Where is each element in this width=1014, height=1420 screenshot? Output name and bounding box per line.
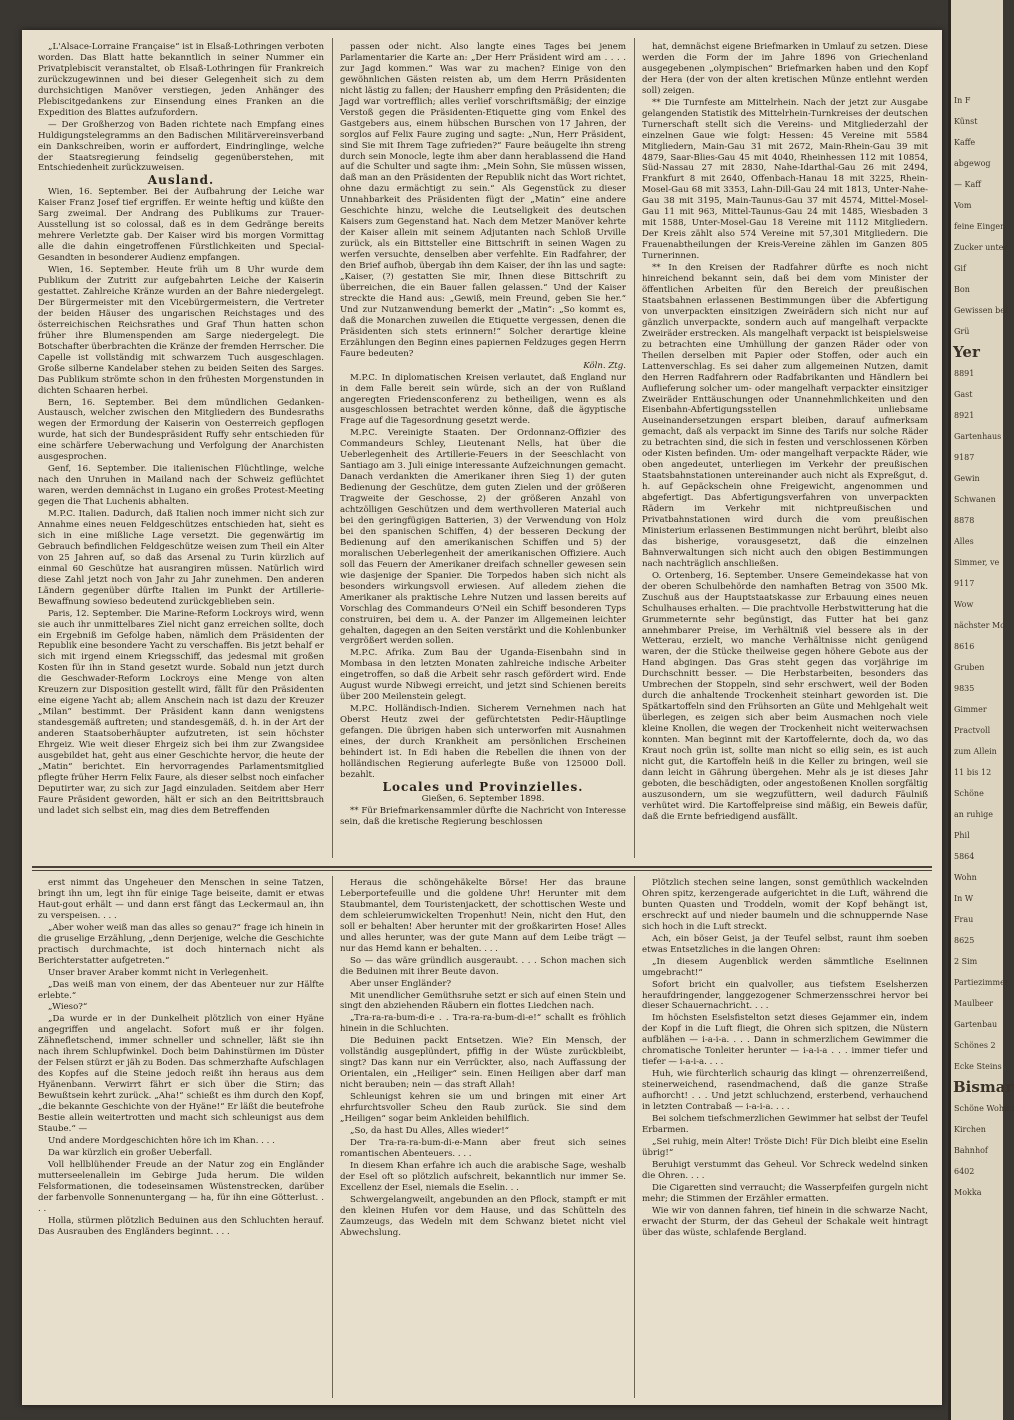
article-paragraph: Die Beduinen packt Entsetzen. Wie? Ein Mensch, der vollständig ausgeplündert, pfiffig in der Wüste zurückbleibt, singt? Das kann nur ein Verrückter, also, nach Auffassung der Orientalen, ein „Heiliger“ sein. Einen Heiligen aber darf man nicht berauben; nein — das straft Allah! <box>340 1036 626 1091</box>
article-paragraph: M.P.C. Holländisch-Indien. Sicherem Vernehmen nach hat Oberst Heutz zwei der gefürchtetsten Pedir-Häuptlinge gefangen. Die übrigen haben sich unterworfen mit Ausnahmen eines, der durch Krankheit am persönlichen Erscheinen behindert ist. In Edi haben die Rebellen die ihnen von der holländischen Regierung auferlegte Buße von 125000 Doll. bezahlt. <box>340 704 626 780</box>
adjacent-page-fragment: Gartenbau <box>954 1020 998 1029</box>
column-rule-1 <box>332 38 333 858</box>
article-paragraph: Holla, stürmen plötzlich Beduinen aus den Schluchten herauf. Das Ausrauben des Engländers beginnt. . . . <box>38 1215 324 1237</box>
article-paragraph: Und andere Mordgeschichten höre ich im Khan. . . . <box>48 1135 275 1146</box>
adjacent-page-fragment: 9187 <box>954 453 975 462</box>
article-paragraph: M.P.C. Italien. Dadurch, daß Italien noch immer nicht sich zur Annahme eines neuen Feldgeschützes entschieden hat, sieht es sich in eine mißliche Lage versetzt. Die gegenwärtig im Gebrauch befindlichen Feldgeschütze weisen zum Theil ein Alter von 25 Jahren auf, so daß das Arsenal zu Turin kürzlich auf einmal 60 Geschütze hat ausrangiren müssen. Natürlich wird diese Zahl jetzt noch von Jahr zu Jahr zunehmen. Den anderen Ländern gegenüber dürfte Italien im Punkt der Artillerie-Bewaffnung sowieso bedeutend zurückgeblieben sein. <box>38 509 324 607</box>
top-column-1 <box>38 42 324 858</box>
article-paragraph: Paris, 12. September. Die Marine-Reform Lockroys wird, wenn sie auch ihr unmittelbares Ziel nicht ganz erreichen sollte, doch ein Ergebniß im Gefolge haben, nämlich dem Präsidenten der Republik eine besondere Yacht zu verschaffen. Bis jetzt behalf er sich mit irgend einem Kriegsschiff, das jedesmal mit großen Kosten für ihn in Stand gesetzt wurde. Sobald nun jetzt durch die Geschwader-Reform Lockroys eine Menge von alten Kreuzern zur Disposition gestellt wird, fällt für den Präsidenten eine eigene Yacht ab; allem Anschein nach ist dazu der Kreuzer „Milan“ bestimmt. Der Präsident kann dann wenigstens standesgemäß auftreten; und standesgemäß, d. h. in der Art der anderen Staatsoberhäupter aufzutreten, ist sein höchster Ehrgeiz. Wie weit dieser Ehrgeiz sich bei ihm zur Zwangsidee ausgebildet hat, geht aus einer Geschichte hervor, die heute der „Matin“ berichtet. Ein hervorragendes Parlamentsmitglied pflegte früher Herrn Felix Faure, als dieser selbst noch einfacher Deputirter war, zu sich zur Jagd einzuladen. Seitdem aber Herr Faure Präsident geworden, hält er sich an den Beitrittsbrauch und ladet sich selbst ein, mag dies dem Betreffenden <box>38 608 324 816</box>
adjacent-page-fragment: abgewog <box>954 159 991 168</box>
article-paragraph: „L'Alsace-Lorraine Française“ ist in Elsaß-Lothringen verboten worden. Das Blatt hatte bekanntlich in seiner Nummer ein Privatplebiscit veranstaltet, ob Elsaß-Lothringen für Frankreich zurückzugewinnen und bei dieser Gelegenheit sich zu dem durchsichtigen Manöver verstiegen, jeden Anhänger des Plebiscitgedankens zur Einsendung eines Franken an die Expedition des Blattes aufzufordern. <box>38 42 324 118</box>
section-heading: Ausland. <box>147 173 215 188</box>
article-paragraph: Die Cigaretten sind verraucht; die Wasserpfeifen gurgeln nicht mehr; die Stimmen der Erzähler ermatten. <box>642 1182 928 1204</box>
column-rule-2 <box>634 38 635 858</box>
article-paragraph: Heraus die schöngehäkelte Börse! Her das braune Leberportefeuille und die goldene Uhr! Herunter mit dem Staubmantel, dem Touristenjackett, der schottischen Weste und dem schleierumwickelten Tropenhut! Nein, nicht den Hut, den soll er behalten! Aber herunter mit der großkarirten Hose! Alles und alles herunter, was der gute Mann auf dem Leibe trägt — nur das Hemd kann er behalten. . . . <box>340 878 626 954</box>
adjacent-page-fragment: nächster Mo <box>954 621 1005 630</box>
adjacent-page-fragment: Yer <box>953 343 980 361</box>
article-paragraph: Voll hellblühender Freude an der Natur zog ein Engländer mutterseelenallein im Gebirge Juda herum. Die wilden Felsformationen, die todeseinsamen Wüstenstrecken, darüber der farbenvolle Sonnenuntergang — ha, für ihn eine Götterlust. . . . <box>38 1159 324 1214</box>
article-paragraph: Ach, ein böser Geist, ja der Teufel selbst, raunt ihm soeben etwas Entsetzliches in die langen Ohren: <box>642 933 928 955</box>
article-paragraph: O. Ortenberg, 16. September. Unsere Gemeindekasse hat von der oberen Schulbehörde den namhaften Betrag von 3500 Mk. Zuschuß aus der Hauptstaatskasse zur Erbauung eines neuen Schulhauses erhalten. — Die prachtvolle Herbstwitterung hat die Grummeternte sehr begünstigt, das Futter hat bei ganz annehmbarer Preise, im Verhältniß viel bessere als in der Wetterau, erzielt, wo manche Verhältnisse nicht genügend waren, der die Stücke theilweise gegen höhere Gebote aus der Hand abgingen. Das Gras steht gegen das vorjährige im Durchschnitt besser. — Die Herbstarbeiten, besonders das Umbrechen der Stoppeln, sind sehr erschwert, weil der Boden durch die anhaltende Trockenheit steinhart geworden ist. Die Spätkartoffeln sind den Frühsorten an Güte und Mehlgehalt weit überlegen, es zeigen sich aber beim Ausmachen noch viele kleine Knollen, die wegen der Trockenheit nicht weiterwachsen konnten. Man beginnt mit der Kartoffelernte, doch da, wo das Kraut noch grün ist, sollte man nicht so eilig sein, es ist auch nicht gut, die Kartoffeln heiß in die Keller zu bringen, weil sie dann leicht in Gährung übergehen. Mehr als je ist dieses Jahr geboten, die beschädigten, oder angestoßenen Knollen sorgfältig auszusondern, um sie wegzufüttern, weil dadurch Fäulniß verhütet wird. Die Kartoffelpreise sind mäßig, ein Beweis dafür, daß die Ernte befriedigend ausfällt. <box>642 570 928 822</box>
adjacent-page-fragment: Gast <box>954 390 973 399</box>
article-paragraph: M.P.C. In diplomatischen Kreisen verlautet, daß England nur in dem Falle bereit sein würde, sich an der von Rußland angeregten Friedensconferenz zu betheiligen, wenn es als ausgeschlossen betrachtet werden könne, daß die ägyptische Frage auf die Tagesordnung gesetzt werde. <box>340 372 626 427</box>
article-paragraph: „So, da hast Du Alles, Alles wieder!“ <box>350 1125 510 1136</box>
adjacent-page-fragment: Bahnhof <box>954 1146 988 1155</box>
feuilleton-separator <box>32 866 932 868</box>
article-paragraph: Wien, 16. September. Bei der Aufbahrung der Leiche war Kaiser Franz Josef tief ergriffen. Er weinte heftig und küßte den Sarg zweimal. Der Andrang des Publikums zur Trauer-Ausstellung ist so colossal, daß es in dem Gedränge bereits mehrere Verletzte gab. Der Kaiser wird bis morgen Vormittag alle die dahin eingetroffenen Fürstlichkeiten und Special-Gesandten in besonderer Audienz empfangen. <box>38 187 324 264</box>
adjacent-page-fragment: 2 Sim <box>954 957 978 966</box>
article-paragraph: Aber unser Engländer? <box>350 978 452 989</box>
article-paragraph: passen oder nicht. Also langte eines Tages bei jenem Parlamentarier die Karte an: „Der Herr Präsident wird am . . . . zur Jagd kommen.“ Was war zu machen? Einige von den gewöhnlichen Gästen reisten ab, um dem Herrn Präsidenten nicht lästig zu fallen; der Hausherr empfing den Präsidenten; die Jagd war vortrefflich; alles verlief vorschriftsmäßig; der einzige Verstoß gegen die Präsidenten-Etiquette ging vom Enkel des Gastgebers aus, einem hübschen Burschen von 17 Jahren, der sorglos auf Felix Faure zuging und sagte: „Nun, Herr Präsident, sind Sie mit Ihrem Tage zufrieden?“ Faure beäugelte ihn streng durch sein Monocle, legte ihm aber dann herablassend die Hand auf die Schulter und sagte ihm: „Mein Sohn, Sie müssen wissen, daß man an den Präsidenten der Republik nicht das Wort richtet, ohne dazu ermächtigt zu sein.“ Als Gegenstück zu dieser Unnahbarkeit des Präsidenten fügt der „Matin“ eine andere Geschichte hinzu, welche die Leutseligkeit des deutschen Kaisers zum Gegenstand hat. Nach dem Metzer Manöver kehrte der Kaiser allein mit seinem Adjutanten nach Schloß Urville zurück, als ein Bittsteller eine Bittschrift in seinen Wagen zu werfen versuchte, denselben aber verfehlte. Ein Radfahrer, der den Brief aufhob, übergab ihn dem Kaiser, der ihn las und sagte: „Kaiser, (?) gestatten Sie mir, Ihnen diese Bittschrift zu überreichen, die ein Bauer fallen gelassen.“ Und der Kaiser streckte die Hand aus: „Gewiß, mein Freund, geben Sie her.“ Und zur Nutzanwendung bemerkt der „Matin“: „So kommt es, daß die Monarchen zuweilen die Etiquette vergessen, denen die Präsidenten sich stets erinnern!“ Solcher derartige kleine Erzählungen den Beginn eines papiernen Feldzuges gegen Herrn Faure bedeuten? <box>340 42 626 359</box>
adjacent-page-fragment: Gimmer <box>954 705 987 714</box>
article-paragraph: „Wieso?“ <box>48 1002 88 1013</box>
adjacent-page-fragment: Zucker unter <box>954 243 1008 252</box>
article-paragraph: Der Tra-ra-ra-bum-di-e-Mann aber freut sich seines romantischen Abenteuers. . . . <box>340 1137 626 1159</box>
article-paragraph: „In diesem Augenblick werden sämmtliche Eselinnen umgebracht!“ <box>642 956 928 978</box>
article-paragraph: Unser braver Araber kommt nicht in Verlegenheit. <box>48 967 269 978</box>
adjacent-page-fragment: Maulbeer <box>954 999 994 1008</box>
article-paragraph: Bern, 16. September. Bei dem mündlichen Gedanken-Austausch, welcher zwischen den Mitgliedern des Bundesraths wegen der Ermordung der Kaiserin von Oesterreich gepflogen wurde, hat sich der Bundespräsident Ruffy sehr entschieden für eine schärfere Ueberwachung und Verfolgung der Anarchisten ausgesprochen. <box>38 397 324 463</box>
top-column-2 <box>340 42 626 858</box>
adjacent-page-fragment: Künst <box>954 117 978 126</box>
article-paragraph: hat, demnächst eigene Briefmarken in Umlauf zu setzen. Diese werden die Form der im Jahre 1896 von Griechenland ausgegebenen „olympischen“ Briefmarken haben und den Kopf der Hera (der von der alten kretischen Münze entlehnt werden soll) zeigen. <box>642 42 928 96</box>
article-paragraph: „Da wurde er in der Dunkelheit plötzlich von einer Hyäne angegriffen und angelacht. Sofort muß er ihr folgen. Zähnefletschend, immer schneller und schneller, läßt sie ihn nach ihrem Schlupfwinkel. Doch beim Dahinstürmen im Düster der Felsen stürzt er jäh zu Boden. Das schmerzhafte Aufschlagen des Kopfes auf die Steine jedoch reißt ihn heraus aus dem Hyänenbann. Verwirrt fährt er sich über die Stirn; das Bewußtsein kehrt zurück. „Aha!“ schießt es ihm durch den Kopf, „die bekannte Geschichte von der Hyäne!“ Er läßt die beutefrohe Bestie allein weitertrotten und macht sich schleunigst aus dem Staube.“ — <box>38 1014 324 1134</box>
adjacent-page-fragment: In W <box>954 894 974 903</box>
article-paragraph: M.P.C. Vereinigte Staaten. Der Ordonnanz-Offizier des Commandeurs Schley, Lieutenant Nells, hat über die Ueberlegenheit des Artillerie-Feuers in der Seeschlacht von Santiago am 3. Juli einige interessante Aufzeichnungen gemacht. Danach verdankten die Amerikaner ihren Sieg 1) der guten Bedienung der Geschütze, dem guten Zielen und der größeren Tragweite der Geschosse, 2) der größeren Anzahl von achtzölligen Geschützen und dem werthvolleren Material auch bei den geringfügigen Batterien, 3) der Verwendung von Holz bei den spanischen Schiffen, 4) der besseren Deckung der Bedienung auf den amerikanischen Schiffen und 5) der moralischen Ueberlegenheit der amerikanischen Offiziere. Auch soll das Feuern der Amerikaner dreifach schneller gewesen sein wie dasjenige der Spanier. Die Torpedos haben sich nicht als besonders wirkungsvoll erwiesen. Auf alledem ziehen die Amerikaner als praktische Lehre Nutzen und lassen bereits auf Vorschlag des Commandeurs O'Neil ein Schiff besonderen Typs construiren, bei dem u. A. der Panzer im Allgemeinen leichter gehalten, dagegen an den Seiten verstärkt und die Kohlenbunker vergrößert werden sollen. <box>340 428 626 647</box>
article-paragraph: Wie wir von dannen fahren, tief hinein in die schwarze Nacht, erwacht der Sturm, der das Geheul der Schakale weit hintragt über das wüste, schlafende Bergland. <box>642 1205 928 1238</box>
adjacent-page-fragment: 8921 <box>954 411 975 420</box>
adjacent-page-fragment: feine Eingen <box>954 222 1006 231</box>
adjacent-page-fragment: 8878 <box>954 516 975 525</box>
article-paragraph: M.P.C. Afrika. Zum Bau der Uganda-Eisenbahn sind in Mombasa in den letzten Monaten zahlreiche indische Arbeiter eingetroffen, so daß die Arbeit sehr rasch gefördert wird. Ende August wurde Nibwegi erreicht, und jetzt sind Schienen bereits über 200 Meilenstein gelegt. <box>340 648 626 703</box>
article-paragraph: Plötzlich stechen seine langen, sonst gemüthlich wackelnden Ohren spitz, kerzengerade aufgerichtet in die Luft, während die bunten Quasten und Troddeln, womit der Kopf behängt ist, erschreckt auf und nieder baumeln und die schnuppernde Nase sich hoch in die Luft streckt. <box>642 878 928 932</box>
adjacent-page-fragment: an ruhige <box>954 810 994 819</box>
adjacent-page-fragment: 6402 <box>954 1167 975 1176</box>
adjacent-page-fragment: 5864 <box>954 852 975 861</box>
article-paragraph: Wien, 16. September. Heute früh um 8 Uhr wurde dem Publikum der Zutritt zur aufgebahrten Leiche der Kaiserin gestattet. Zahlreiche Kränze wurden an der Bahre niedergelegt. Der Bürgermeister mit den Vicebürgermeistern, die Vertreter der beiden Häuser des ungarischen Reichstages und des österreichischen Reichsrathes und Graf Thun hatten schon früher ihre Blumenspenden am Sarge niedergelegt. Die Botschafter überbrachten die Kränze der fremden Herrscher. Die Capelle ist vollständig mit schwarzem Tuch ausgeschlagen. Große silberne Kandelaber stehen zu beiden Seiten des Sarges. Das Publikum strömte schon in den frühesten Morgenstunden in dichten Schaaren herbei. <box>38 265 324 396</box>
adjacent-page-fragment: Gewissen bel <box>954 306 1008 315</box>
article-paragraph: Im höchsten Eselsfistelton setzt dieses Gejammer ein, indem der Kopf in die Luft fliegt, die Ohren sich spitzen, die Nüstern aufblähen — i-a-i-a. . . . Dann in schmerzlichem Gewimmer die chromatische Tonleiter herunter — i-a-i-a . . . immer tiefer und tiefer — i-a-i-a. . . . <box>642 1013 928 1068</box>
adjacent-page-fragment: Alles <box>954 537 974 546</box>
adjacent-page-strip <box>948 0 1014 1420</box>
adjacent-page-fragment: Frau <box>954 915 974 924</box>
adjacent-page-fragment: 8625 <box>954 936 975 945</box>
article-paragraph: So — das wäre gründlich ausgeraubt. . . . Schon machen sich die Beduinen mit ihrer Beute davon. <box>340 955 626 977</box>
feuilleton-column-2 <box>340 878 626 1398</box>
top-column-3 <box>642 42 928 858</box>
adjacent-page-fragment: Kaffe <box>954 138 976 147</box>
article-paragraph: „Aber woher weiß man das alles so genau?“ frage ich hinein in die gruselige Erzählung, „denn Derjenige, welche die Geschichte practisch durchmachte, ist doch hinternach nicht als Berichterstatter aufgetreten.“ <box>38 922 324 966</box>
adjacent-page-fragment: Wohn <box>954 873 977 882</box>
adjacent-page-fragment: Gewin <box>954 474 980 483</box>
adjacent-page-fragment: Schöne <box>954 789 984 798</box>
adjacent-page-fragment: Gruben <box>954 663 985 672</box>
article-paragraph: ** Die Turnfeste am Mittelrhein. Nach der jetzt zur Ausgabe gelangenden Statistik des Mittelrhein-Turnkreises der deutschen Turnerschaft stellt sich die Vereins- und Mitgliederzahl der einzelnen Gaue wie folgt: Hessen: 45 Vereine mit 5584 Mitgliedern, Main-Gau 31 mit 2672, Main-Rhein-Gau 39 mit 4879, Saar-Blies-Gau 45 mit 4040, Rheinhessen 112 mit 10854, Süd-Nassau 27 mit 2830, Nahe-Idarthal-Gau 26 mit 2494, Frankfurt 8 mit 2640, Offenbach-Hanau 18 mit 3225, Rhein-Mosel-Gau 68 mit 3353, Lahn-Dill-Gau 24 mit 1813, Unter-Nahe-Gau 38 mit 3195, Main-Taunus-Gau 37 mit 4574, Mittel-Mosel-Gau 11 mit 963, Mittel-Taunus-Gau 24 mit 1485, Wiesbaden 3 mit 1588, Unter-Mosel-Gau 18 Vereine mit 1112 Mitgliedern. Der Kreis zählt also 574 Vereine mit 57,301 Mitgliedern. Die Frauenabtheilungen der Kreis-Vereine zählen im Ganzen 805 Turnerinnen. <box>642 97 928 262</box>
adjacent-page-fragment: Ecke Steins <box>954 1062 1002 1071</box>
newspaper-page <box>22 30 942 1405</box>
adjacent-page-fragment: 8891 <box>954 369 975 378</box>
adjacent-page-fragment: Grü <box>954 327 970 336</box>
adjacent-page-fragment: Schwanen <box>954 495 996 504</box>
article-paragraph: ** Für Briefmarkensammler dürfte die Nachricht von Interesse sein, daß die kretische Regierung beschlossen <box>340 805 626 827</box>
dateline: Gießen, 6. September 1898. <box>421 793 545 804</box>
adjacent-page-fragment: Bismar <box>953 1078 1014 1096</box>
adjacent-page-fragment: Practvoll <box>954 726 991 735</box>
article-paragraph: Beruhigt verstummt das Geheul. Vor Schreck wedelnd sinken die Ohren. . . . <box>642 1159 928 1181</box>
adjacent-page-fragment: Schönes 2 <box>954 1041 996 1050</box>
article-paragraph: Genf, 16. September. Die italienischen Flüchtlinge, welche nach den Unruhen in Mailand nach der Schweiz geflüchtet waren, werden demnächst in Lugano ein großes Protest-Meeting gegen die That Luchenis abhalten. <box>38 464 324 508</box>
adjacent-page-fragment: In F <box>954 96 971 105</box>
article-paragraph: „Das weiß man von einem, der das Abenteuer nur zur Hälfte erlebte.“ <box>38 979 324 1001</box>
adjacent-page-fragment: Kirchen <box>954 1125 986 1134</box>
article-paragraph: Bei solchem tiefschmerzlichen Gewimmer hat selbst der Teufel Erbarmen. <box>642 1114 928 1135</box>
article-paragraph: erst nimmt das Ungeheuer den Menschen in seine Tatzen, bringt ihn um, legt ihn für einige Tage beiseite, damit er etwas Haut-gout erhält — und dann erst fängt das Leckermaul an, ihn zu verspeisen. . . . <box>38 878 324 921</box>
adjacent-page-fragment: Schöne Wohnu <box>954 1104 1014 1113</box>
adjacent-page-fragment: zum Allein <box>954 747 997 756</box>
adjacent-page-fragment: 9117 <box>954 579 975 588</box>
adjacent-page-fragment: — Kaff <box>954 180 981 189</box>
feuilleton-column-1 <box>38 878 324 1398</box>
feuilleton-rule-1 <box>332 876 333 1398</box>
article-paragraph: Sofort bricht ein qualvoller, aus tiefstem Eselsherzen heraufdringender, langgezogener Schmerzensschrei hervor bei dieser Schauernachricht. . . . <box>642 979 928 1012</box>
adjacent-page-fragment: Wow <box>954 600 974 609</box>
feuilleton-separator-thin <box>32 870 932 871</box>
article-paragraph: Da war kürzlich ein großer Ueberfall. <box>48 1147 213 1158</box>
article-paragraph: Huh, wie fürchterlich schaurig das klingt — ohrenzerreißend, steinerweichend, rasendmachend, daß die ganze Straße aufhorcht! . . . Und jetzt schluchzend, ersterbend, verhauchend in letzten Contrabaß — i-a-i-a. . . . <box>642 1069 928 1113</box>
adjacent-page-fragment: Bon <box>954 285 970 294</box>
feuilleton-rule-2 <box>634 876 635 1398</box>
adjacent-page-fragment: Gartenhaus <box>954 432 1002 441</box>
adjacent-page-fragment: Vom <box>954 201 972 210</box>
adjacent-page-fragment: 8616 <box>954 642 975 651</box>
source-signature: Köln. Ztg. <box>583 360 626 371</box>
article-paragraph: ** In den Kreisen der Radfahrer dürfte es noch nicht hinreichend bekannt sein, daß bei dem vom Minister der öffentlichen Arbeiten für den Bereich der preußischen Staatsbahnen erlassenen Bestimmungen über die Abfertigung von unverpackten einsitzigen Zweirädern sich nicht nur auf gänzlich unverpackte, sondern auch auf mangelhaft verpackte Zweiräder erstrecken. Als mangelhaft verpackt ist beispielsweise zu betrachten eine Umhüllung der ganzen Räder oder von Theilen derselben mit Papier oder Stoffen, oder auch ein Lattenverschlag. Es sei daher zum allgemeinen Nutzen, damit den Herren Radfahrern oder Radfabrikanten und Händlern bei Auflieferung solcher um- oder mangelhaft verpackter einsitziger Zweiräder Enttäuschungen oder Unannehmlichkeiten und den Eisenbahn-Abfertigungsstellen unliebsame Auseinandersetzungen erspart bleiben, darauf aufmerksam gemacht, daß als verpackt im Sinne des Tarifs nur solche Räder zu betrachten sind, die sich in festen und verschlossenen Körben oder Kisten befinden. Um- oder mangelhaft verpackte Räder, wie oben angedeutet, unterliegen im Verkehr der preußischen Staatsbahnstationen untereinander auch nicht als Expreßgut, d. h. auf Gepäckschein ohne Freigewicht, angenommen und abgefertigt. Das Abfertigungsverfahren von unverpackten Rädern im Verkehr mit nichtpreußischen und Privatbahnstationen wird durch die vom preußischen Ministerium erlassenen Bestimmungen nicht berührt, bleibt also das bisherige, vorausgesetzt, daß die einzelnen Bahnverwaltungen sich nicht auch den obigen Bestimmungen nach nachträglich anschließen. <box>642 263 928 569</box>
article-paragraph: In diesem Khan erfahre ich auch die arabische Sage, weshalb der Esel oft so plötzlich aufschreit, bekanntlich nur immer Se. Excellenz der Esel, niemals die Eselin. . . <box>340 1160 626 1193</box>
article-paragraph: „Sei ruhig, mein Alter! Tröste Dich! Für Dich bleibt eine Eselin übrig!“ <box>642 1136 928 1158</box>
adjacent-page-fragment: Simmer, ve <box>954 558 1000 567</box>
section-heading: Locales und Provinzielles. <box>382 779 584 794</box>
adjacent-page-fragment: Mokka <box>954 1188 982 1197</box>
article-paragraph: Mit unendlicher Gemüthsruhe setzt er sich auf einen Stein und singt den abziehenden Räubern ein flottes Liedchen nach. <box>340 990 626 1012</box>
adjacent-page-fragment: Partiezimmer <box>954 978 1009 987</box>
article-paragraph: Schleunigst kehren sie um und bringen mit einer Art ehrfurchtsvoller Scheu den Raub zurück. Sie sind dem „Heiligen“ sogar beim Ankleiden behilflich. <box>340 1092 626 1125</box>
feuilleton-column-3 <box>642 878 928 1398</box>
article-paragraph: — Der Großherzog von Baden richtete nach Empfang eines Huldigungstelegramms an den Badischen Militärvereinsverband ein Dankschreiben, worin er auffordert, Eindringlinge, welche der Staatsregierung feindselig gegenüberstehen, mit Entschiedenheit zurückzuweisen. <box>38 119 324 174</box>
adjacent-page-fragment: 9835 <box>954 684 975 693</box>
adjacent-page-fragment: 11 bis 12 <box>954 768 992 777</box>
adjacent-page-fragment: Phil <box>954 831 970 840</box>
adjacent-page-fragment: Gif <box>954 264 966 273</box>
article-paragraph: Schwergelangweilt, angebunden an den Pflock, stampft er mit den kleinen Hufen vor dem Hause, und das Schütteln des Zaumzeugs, das Wedeln mit dem Schwanz bietet nicht viel Abwechslung. <box>340 1194 626 1238</box>
article-paragraph: „Tra-ra-ra-bum-di-e . . Tra-ra-ra-bum-di-e!“ schallt es fröhlich hinein in die Schluchten. <box>340 1013 626 1035</box>
